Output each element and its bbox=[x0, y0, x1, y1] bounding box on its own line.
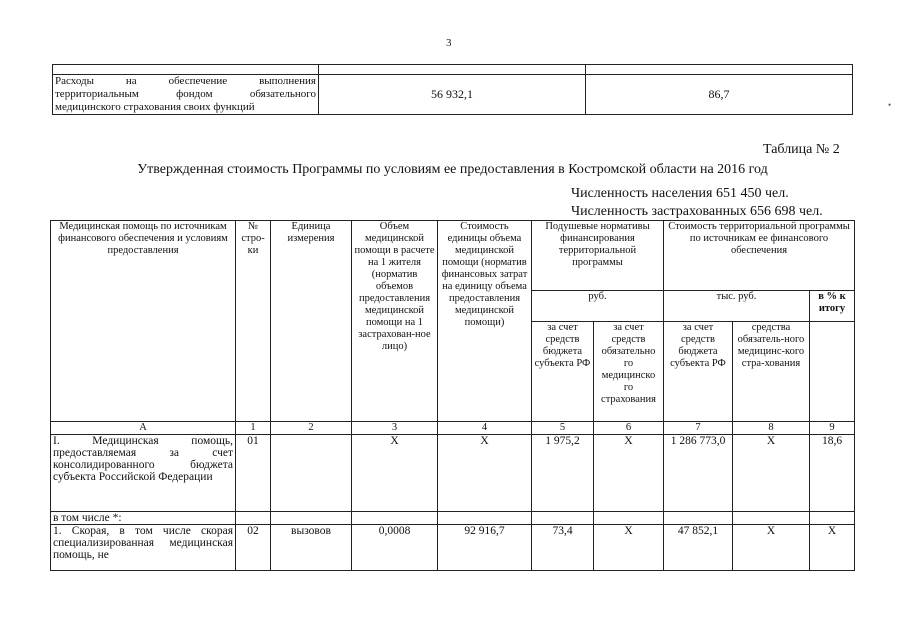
header-col-a: Медицинская помощь по источникам финансового обеспечения и условиям предоставления bbox=[51, 221, 236, 422]
table-cell bbox=[271, 512, 352, 525]
row-unit bbox=[271, 435, 352, 512]
row-norm-oms: X bbox=[594, 435, 664, 512]
expense-summary-table bbox=[52, 64, 853, 115]
column-number: А bbox=[51, 422, 236, 435]
header-col-6: за счет средств обязательно го медицинско го страхования bbox=[594, 322, 664, 422]
row-unit: вызовов bbox=[271, 525, 352, 571]
header-col-3: Объем медицинской помощи в расчете на 1 жителя (норматив объемов предоставления медицинской помощи на 1 застрахован-ное лицо) bbox=[352, 221, 438, 422]
row-volume: X bbox=[352, 435, 438, 512]
expense-value: 56 932,1 bbox=[319, 75, 586, 115]
table-row bbox=[51, 512, 855, 525]
table-header-row bbox=[51, 221, 855, 291]
column-number: 2 bbox=[271, 422, 352, 435]
column-number: 9 bbox=[810, 422, 855, 435]
expense-percent: 86,7 bbox=[586, 75, 853, 115]
header-col-7: за счет средств бюджета субъекта РФ bbox=[664, 322, 733, 422]
row-cost: X bbox=[438, 435, 532, 512]
table-row bbox=[53, 75, 853, 115]
row-norm-oms: X bbox=[594, 525, 664, 571]
header-col-5: за счет средств бюджета субъекта РФ bbox=[532, 322, 594, 422]
row-total-oms: X bbox=[733, 435, 810, 512]
header-group-cost: Стоимость территориальной программы по источникам ее финансового обеспечения bbox=[664, 221, 855, 291]
column-number: 5 bbox=[532, 422, 594, 435]
program-cost-table bbox=[50, 220, 855, 571]
column-number: 4 bbox=[438, 422, 532, 435]
expense-label-line: Расходы на обеспечение выполнения bbox=[55, 75, 316, 87]
table-row bbox=[53, 65, 853, 75]
header-col-4: Стоимость единицы объема медицинской помощи (норматив финансовых затрат на единицу объема предоставления медицинской помощи) bbox=[438, 221, 532, 422]
row-name: 1. Скорая, в том числе скорая специализированная медицинская помощь, не bbox=[51, 525, 236, 571]
table-number: Таблица № 2 bbox=[763, 142, 840, 157]
expense-label-line: территориальным фондом обязательного bbox=[55, 88, 316, 100]
page-bottom-margin bbox=[0, 579, 905, 640]
row-percent: 18,6 bbox=[810, 435, 855, 512]
expense-label-line: медицинского страхования своих функций bbox=[55, 101, 255, 113]
scan-mark: • bbox=[888, 100, 892, 110]
insured-count: Численность застрахованных 656 698 чел. bbox=[571, 204, 823, 219]
row-percent: X bbox=[810, 525, 855, 571]
table-title: Утвержденная стоимость Программы по условиям ее предоставления в Костромской области на 2016 год bbox=[137, 162, 768, 177]
table-cell bbox=[586, 65, 853, 75]
header-unit-thrub: тыс. руб. bbox=[664, 291, 810, 322]
table-cell bbox=[810, 322, 855, 422]
header-group-norms: Подушевые нормативы финансирования территориальной программы bbox=[532, 221, 664, 291]
header-col-1: № стро-ки bbox=[236, 221, 271, 422]
header-col-8: средства обязатель-ного медицинс-кого стра-хования bbox=[733, 322, 810, 422]
population-count: Численность населения 651 450 чел. bbox=[571, 186, 789, 201]
column-number-row bbox=[51, 422, 855, 435]
table-row bbox=[51, 525, 855, 571]
row-line-number: 01 bbox=[236, 435, 271, 512]
table-cell bbox=[352, 512, 438, 525]
header-col-9: в % к итогу bbox=[810, 291, 855, 322]
row-name: I. Медицинская помощь, предоставляемая за счет консолидированного бюджета субъекта Российской Федерации bbox=[51, 435, 236, 512]
expense-label bbox=[53, 75, 319, 115]
table-cell bbox=[733, 512, 810, 525]
table-cell bbox=[53, 65, 319, 75]
table-cell bbox=[438, 512, 532, 525]
row-norm-budget: 73,4 bbox=[532, 525, 594, 571]
row-cost: 92 916,7 bbox=[438, 525, 532, 571]
column-number: 6 bbox=[594, 422, 664, 435]
page-number: 3 bbox=[446, 37, 452, 49]
column-number: 1 bbox=[236, 422, 271, 435]
table-cell bbox=[594, 512, 664, 525]
column-number: 7 bbox=[664, 422, 733, 435]
row-total-budget: 47 852,1 bbox=[664, 525, 733, 571]
row-total-oms: X bbox=[733, 525, 810, 571]
row-volume: 0,0008 bbox=[352, 525, 438, 571]
header-col-2: Единица измерения bbox=[271, 221, 352, 422]
row-name: в том числе *: bbox=[51, 512, 236, 525]
table-cell bbox=[319, 65, 586, 75]
table-cell bbox=[810, 512, 855, 525]
row-norm-budget: 1 975,2 bbox=[532, 435, 594, 512]
table-row bbox=[51, 435, 855, 512]
column-number: 3 bbox=[352, 422, 438, 435]
row-total-budget: 1 286 773,0 bbox=[664, 435, 733, 512]
row-line-number: 02 bbox=[236, 525, 271, 571]
column-number: 8 bbox=[733, 422, 810, 435]
header-unit-rub: руб. bbox=[532, 291, 664, 322]
table-cell bbox=[236, 512, 271, 525]
table-cell bbox=[532, 512, 594, 525]
table-cell bbox=[664, 512, 733, 525]
